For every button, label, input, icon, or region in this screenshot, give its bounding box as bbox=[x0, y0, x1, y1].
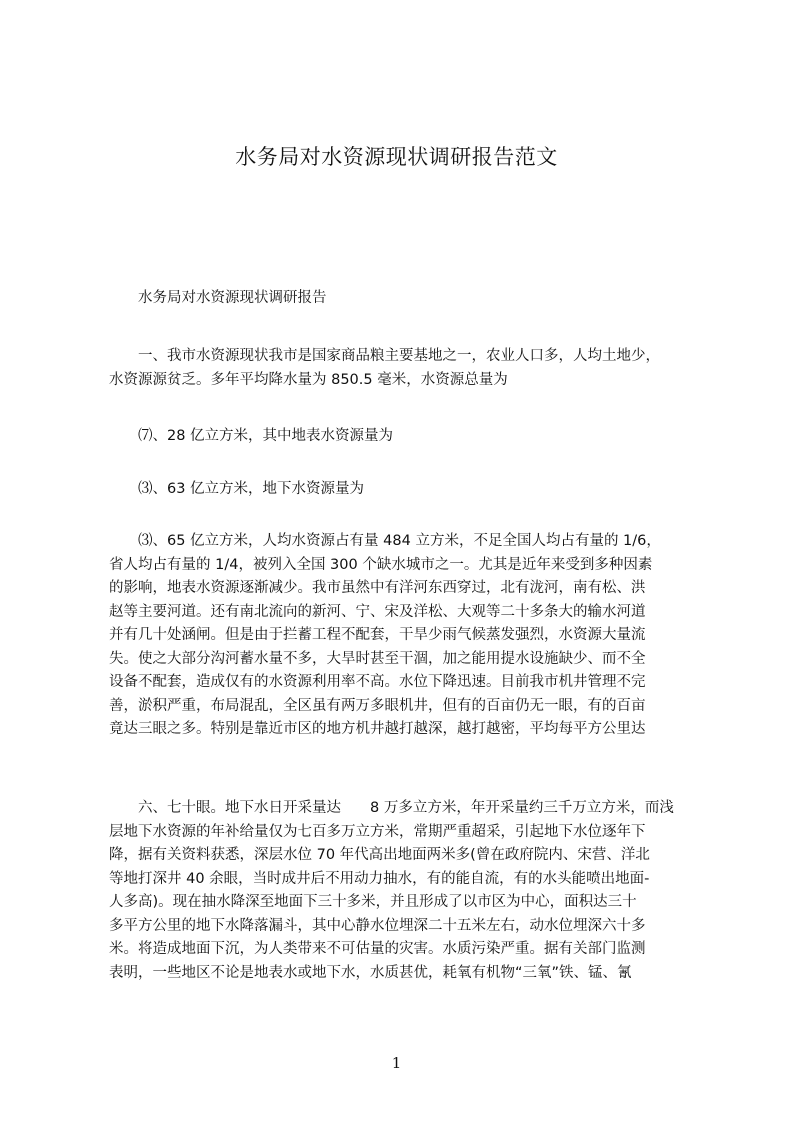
paragraph-line: 米。将造成地面下沉，为人类带来不可估量的灾害。水质污染严重。据有关部门监测 bbox=[109, 941, 646, 957]
paragraph-line: 层地下水资源的年补给量仅为七百多万立方米，常期严重超采，引起地下水位逐年下 bbox=[109, 823, 646, 840]
paragraph-section-one bbox=[109, 345, 689, 392]
paragraph-line: 表明，一些地区不论是地表水或地下水，水质甚优，耗氧有机物“三氧”铁、锰、氰 bbox=[109, 964, 632, 981]
paragraph-line: 赵等主要河道。还有南北流向的新河、宁、宋及洋松、大观等二十多条大的输水河道 bbox=[109, 603, 646, 620]
page-number: 1 bbox=[391, 1054, 402, 1072]
paragraph-line: ⑶、65 亿立方米，人均水资源占有量 484 立方米，不足全国人均占有量的 1/6， bbox=[138, 533, 661, 549]
paragraph-line: 一、我市水资源现状我市是国家商品粮主要基地之一，农业人口多，人均土地少， bbox=[138, 348, 660, 364]
paragraph-line: 失。使之大部分沟河蓄水量不多，大旱时甚至干涸，加之能用提水设施缺少、而不全 bbox=[109, 650, 646, 667]
paragraph-line: 水务局对水资源现状调研报告 bbox=[138, 290, 327, 306]
paragraph-line: 等地打深井 40 余眼，当时成井后不用动力抽水，有的能自流，有的水头能喷出地面- bbox=[109, 870, 650, 887]
paragraph-groundwater bbox=[109, 478, 689, 502]
paragraph-extraction bbox=[109, 797, 689, 985]
paragraph-line: ⑺、28 亿立方米，其中地表水资源量为 bbox=[138, 428, 394, 444]
paragraph-line: 省人均占有量的 1/4，被列入全国 300 个缺水城市之一。尤其是近年来受到多种因素 bbox=[109, 556, 653, 573]
paragraph-per-capita bbox=[109, 530, 689, 742]
paragraph-line: 降，据有关资料获悉，深层水位 70 年代高出地面两米多(曾在政府院内、宋营、洋北 bbox=[109, 847, 650, 863]
paragraph-line: 的影响，地表水资源逐渐减少。我市虽然中有洋河东西穿过，北有泷河，南有松、洪 bbox=[109, 580, 646, 596]
paragraph-surface-water bbox=[109, 425, 689, 449]
document-title: 水务局对水资源现状调研报告范文 bbox=[235, 145, 558, 169]
paragraph-line: 竟达三眼之多。特别是靠近市区的地方机井越打越深，越打越密，平均每平方公里达 bbox=[109, 721, 646, 737]
paragraph-line: 善，淤积严重，布局混乱，全区虽有两万多眼机井，但有的百亩仍无一眼，有的百亩 bbox=[109, 697, 646, 714]
paragraph-line: 并有几十处涵闸。但是由于拦蓄工程不配套，干旱少雨气候蒸发强烈，水资源大量流 bbox=[109, 627, 646, 643]
paragraph-line: 六、七十眼。地下水日开采量达 8 万多立方米，年开采量约三千万立方米，而浅 bbox=[138, 800, 674, 816]
paragraph-line: ⑶、63 亿立方米，地下水资源量为 bbox=[138, 481, 365, 497]
paragraph-line: 设备不配套，造成仅有的水资源利用率不高。水位下降迅速。目前我市机井管理不完 bbox=[109, 674, 646, 690]
paragraph-line: 多平方公里的地下水降落漏斗，其中心静水位埋深二十五米左右，动水位埋深六十多 bbox=[109, 917, 646, 934]
paragraph-line: 人多高)。现在抽水降深至地面下三十多米，并且形成了以市区为中心，面积达三十 bbox=[109, 894, 637, 910]
paragraph-subtitle bbox=[109, 287, 689, 311]
paragraph-line: 水资源源贫乏。多年平均降水量为 850.5 毫米，水资源总量为 bbox=[109, 371, 508, 388]
